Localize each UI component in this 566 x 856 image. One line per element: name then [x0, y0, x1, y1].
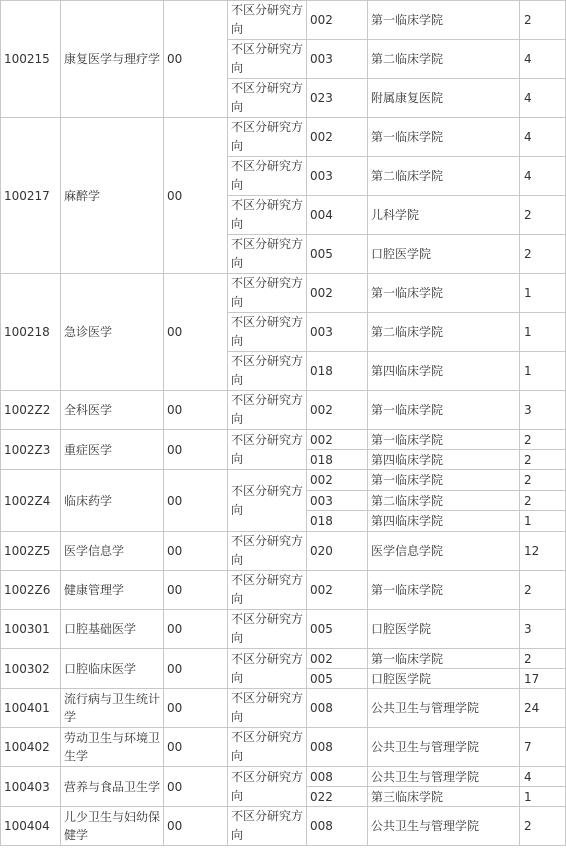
direction-cell: 不区分研究方向 [228, 689, 307, 728]
table-body [1, 1, 566, 846]
college-name-cell: 附属康复医院 [368, 79, 520, 118]
college-name-cell: 第一临床学院 [368, 430, 520, 450]
college-name-cell: 公共卫生与管理学院 [368, 689, 520, 728]
table-row [1, 610, 566, 649]
quota-cell: 17 [520, 669, 566, 689]
college-code-cell: 005 [307, 610, 368, 649]
quota-cell: 4 [520, 79, 566, 118]
quota-cell: 1 [520, 511, 566, 532]
college-name-cell: 口腔医学院 [368, 610, 520, 649]
college-code-cell: 008 [307, 767, 368, 787]
direction-code-cell: 00 [164, 118, 228, 274]
college-name-cell: 第一临床学院 [368, 274, 520, 313]
quota-cell: 2 [520, 235, 566, 274]
quota-cell: 4 [520, 40, 566, 79]
college-name-cell: 口腔医学院 [368, 235, 520, 274]
quota-cell: 1 [520, 352, 566, 391]
college-name-cell: 第四临床学院 [368, 511, 520, 532]
direction-cell: 不区分研究方向 [228, 40, 307, 79]
major-code-cell: 100403 [1, 767, 61, 807]
major-code-cell: 1002Z2 [1, 391, 61, 430]
college-code-cell: 002 [307, 391, 368, 430]
direction-code-cell: 00 [164, 470, 228, 532]
major-name-cell: 临床药学 [61, 470, 164, 532]
college-code-cell: 008 [307, 728, 368, 767]
college-code-cell: 018 [307, 511, 368, 532]
quota-cell: 2 [520, 430, 566, 450]
major-name-cell: 营养与食品卫生学 [61, 767, 164, 807]
direction-code-cell: 00 [164, 610, 228, 649]
direction-code-cell: 00 [164, 571, 228, 610]
major-name-cell: 口腔基础医学 [61, 610, 164, 649]
table-row [1, 728, 566, 767]
quota-cell: 2 [520, 491, 566, 511]
college-code-cell: 022 [307, 787, 368, 807]
table-row [1, 391, 566, 430]
direction-code-cell: 00 [164, 689, 228, 728]
quota-cell: 2 [520, 1, 566, 40]
direction-cell: 不区分研究方向 [228, 610, 307, 649]
direction-cell: 不区分研究方向 [228, 313, 307, 352]
table-row [1, 649, 566, 669]
major-code-cell: 1002Z4 [1, 470, 61, 532]
college-name-cell: 第四临床学院 [368, 352, 520, 391]
college-name-cell: 第二临床学院 [368, 491, 520, 511]
direction-code-cell: 00 [164, 430, 228, 470]
college-name-cell: 儿科学院 [368, 196, 520, 235]
college-name-cell: 第一临床学院 [368, 118, 520, 157]
college-code-cell: 002 [307, 1, 368, 40]
table-row [1, 470, 566, 491]
college-name-cell: 医学信息学院 [368, 532, 520, 571]
quota-cell: 1 [520, 274, 566, 313]
college-code-cell: 003 [307, 40, 368, 79]
quota-cell: 3 [520, 391, 566, 430]
major-name-cell: 全科医学 [61, 391, 164, 430]
table-row [1, 689, 566, 728]
direction-cell: 不区分研究方向 [228, 274, 307, 313]
direction-code-cell: 00 [164, 728, 228, 767]
major-code-cell: 100401 [1, 689, 61, 728]
college-name-cell: 第一临床学院 [368, 571, 520, 610]
college-code-cell: 002 [307, 274, 368, 313]
table-row [1, 571, 566, 610]
major-code-cell: 1002Z6 [1, 571, 61, 610]
college-code-cell: 020 [307, 532, 368, 571]
major-name-cell: 急诊医学 [61, 274, 164, 391]
major-name-cell: 儿少卫生与妇幼保健学 [61, 807, 164, 846]
college-code-cell: 018 [307, 450, 368, 470]
college-name-cell: 公共卫生与管理学院 [368, 728, 520, 767]
quota-cell: 2 [520, 470, 566, 491]
college-code-cell: 002 [307, 430, 368, 450]
major-name-cell: 劳动卫生与环境卫生学 [61, 728, 164, 767]
direction-cell: 不区分研究方向 [228, 571, 307, 610]
direction-cell: 不区分研究方向 [228, 118, 307, 157]
direction-cell: 不区分研究方向 [228, 807, 307, 846]
quota-cell: 4 [520, 157, 566, 196]
direction-cell: 不区分研究方向 [228, 79, 307, 118]
direction-cell: 不区分研究方向 [228, 470, 307, 532]
college-code-cell: 005 [307, 669, 368, 689]
quota-cell: 3 [520, 610, 566, 649]
college-code-cell: 002 [307, 571, 368, 610]
college-code-cell: 002 [307, 470, 368, 491]
table-row [1, 1, 566, 40]
direction-cell: 不区分研究方向 [228, 728, 307, 767]
college-name-cell: 第一临床学院 [368, 649, 520, 669]
direction-code-cell: 00 [164, 807, 228, 846]
quota-cell: 7 [520, 728, 566, 767]
quota-cell: 2 [520, 571, 566, 610]
quota-cell: 1 [520, 787, 566, 807]
college-name-cell: 第四临床学院 [368, 450, 520, 470]
direction-cell: 不区分研究方向 [228, 196, 307, 235]
college-name-cell: 第一临床学院 [368, 470, 520, 491]
major-name-cell: 麻醉学 [61, 118, 164, 274]
table-row [1, 274, 566, 313]
direction-code-cell: 00 [164, 649, 228, 689]
direction-cell: 不区分研究方向 [228, 430, 307, 470]
direction-cell: 不区分研究方向 [228, 1, 307, 40]
table-row [1, 767, 566, 787]
major-code-cell: 100217 [1, 118, 61, 274]
college-name-cell: 第二临床学院 [368, 313, 520, 352]
major-code-cell: 100215 [1, 1, 61, 118]
direction-code-cell: 00 [164, 274, 228, 391]
major-name-cell: 医学信息学 [61, 532, 164, 571]
college-code-cell: 008 [307, 807, 368, 846]
college-code-cell: 004 [307, 196, 368, 235]
direction-cell: 不区分研究方向 [228, 767, 307, 807]
direction-code-cell: 00 [164, 1, 228, 118]
college-code-cell: 002 [307, 649, 368, 669]
direction-code-cell: 00 [164, 391, 228, 430]
major-name-cell: 康复医学与理疗学 [61, 1, 164, 118]
quota-cell: 4 [520, 118, 566, 157]
table-row [1, 532, 566, 571]
major-code-cell: 100218 [1, 274, 61, 391]
direction-code-cell: 00 [164, 532, 228, 571]
quota-cell: 2 [520, 450, 566, 470]
quota-cell: 2 [520, 807, 566, 846]
college-code-cell: 023 [307, 79, 368, 118]
college-name-cell: 第一临床学院 [368, 391, 520, 430]
college-code-cell: 003 [307, 313, 368, 352]
direction-cell: 不区分研究方向 [228, 391, 307, 430]
quota-cell: 2 [520, 649, 566, 669]
direction-cell: 不区分研究方向 [228, 649, 307, 689]
major-name-cell: 口腔临床医学 [61, 649, 164, 689]
college-name-cell: 口腔医学院 [368, 669, 520, 689]
table-row [1, 807, 566, 846]
college-name-cell: 第二临床学院 [368, 40, 520, 79]
direction-cell: 不区分研究方向 [228, 532, 307, 571]
major-code-cell: 1002Z3 [1, 430, 61, 470]
major-code-cell: 1002Z5 [1, 532, 61, 571]
quota-cell: 1 [520, 313, 566, 352]
quota-cell: 4 [520, 767, 566, 787]
direction-cell: 不区分研究方向 [228, 235, 307, 274]
college-code-cell: 003 [307, 491, 368, 511]
quota-cell: 24 [520, 689, 566, 728]
college-name-cell: 公共卫生与管理学院 [368, 767, 520, 787]
college-name-cell: 第二临床学院 [368, 157, 520, 196]
major-code-cell: 100404 [1, 807, 61, 846]
college-code-cell: 002 [307, 118, 368, 157]
college-name-cell: 公共卫生与管理学院 [368, 807, 520, 846]
direction-code-cell: 00 [164, 767, 228, 807]
direction-cell: 不区分研究方向 [228, 157, 307, 196]
college-code-cell: 008 [307, 689, 368, 728]
college-name-cell: 第一临床学院 [368, 1, 520, 40]
direction-cell: 不区分研究方向 [228, 352, 307, 391]
college-name-cell: 第三临床学院 [368, 787, 520, 807]
major-name-cell: 重症医学 [61, 430, 164, 470]
major-code-cell: 100301 [1, 610, 61, 649]
major-code-cell: 100302 [1, 649, 61, 689]
quota-cell: 12 [520, 532, 566, 571]
major-code-cell: 100402 [1, 728, 61, 767]
table-row [1, 118, 566, 157]
college-code-cell: 018 [307, 352, 368, 391]
table-row [1, 430, 566, 450]
major-name-cell: 流行病与卫生统计学 [61, 689, 164, 728]
quota-cell: 2 [520, 196, 566, 235]
college-code-cell: 003 [307, 157, 368, 196]
college-code-cell: 005 [307, 235, 368, 274]
major-name-cell: 健康管理学 [61, 571, 164, 610]
